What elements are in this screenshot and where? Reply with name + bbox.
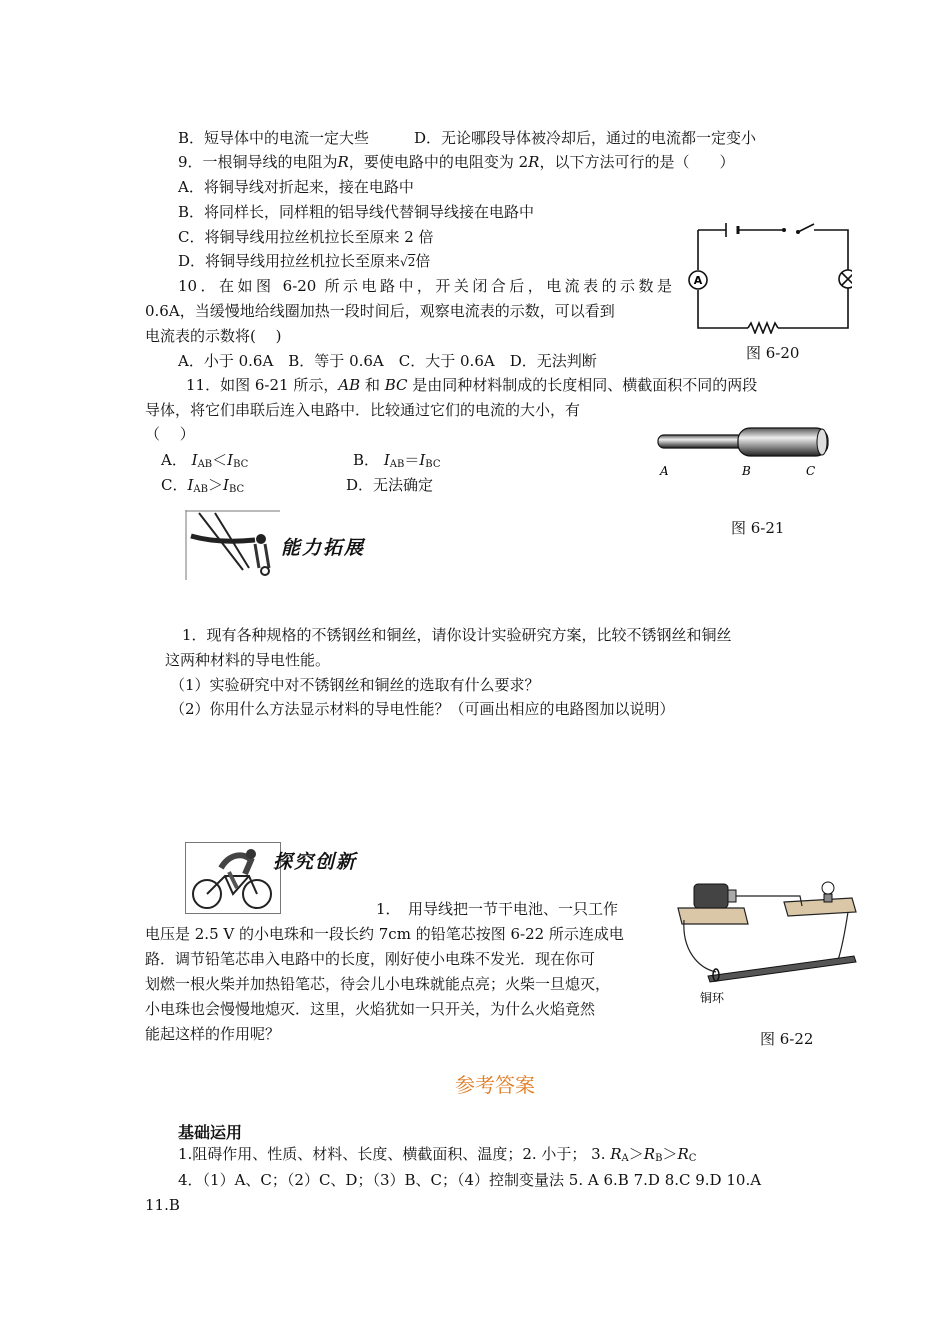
q11-option-c: C．$I_{AB}>I_{BC}$ xyxy=(161,476,245,495)
ammeter-label: A xyxy=(693,274,703,287)
answer-line-1: 1.阻碍作用、性质、材料、长度、横截面积、温度；2. 小于； 3. $R_A>R_B>R_C$ xyxy=(178,1145,697,1164)
q11-line-2: 导体，将它们串联后连入电路中．比较通过它们的电流的大小，有 xyxy=(145,401,581,419)
circuit-figure-6-20 xyxy=(686,218,852,334)
q9-option-a: A．将铜导线对折起来，接在电路中 xyxy=(178,178,414,196)
q10-options: A．小于 0.6A B．等于 0.6A C．大于 0.6A D．无法判断 xyxy=(178,352,597,370)
q8-option-b: B．短导体中的电流一定大些 xyxy=(178,129,370,147)
explore-line-2: 电压是 2.5 V 的小电珠和一段长约 7cm 的铅笔芯按图 6-22 所示连成电 xyxy=(145,925,624,943)
q10-line-1: 10．在如图 6-20 所示电路中，开关闭合后，电流表的示数是 xyxy=(178,277,672,295)
label-c: C xyxy=(806,464,816,478)
q8-option-d: D．无论哪段导体被冷却后，通过的电流都一定变小 xyxy=(414,129,757,147)
explore-line-1: 1． 用导线把一节干电池、一只工作 xyxy=(376,900,619,918)
pencil-lead xyxy=(708,956,856,982)
explore-line-3: 路．调节铅笔芯串入电路中的长度，刚好使小电珠不发光．现在你可 xyxy=(145,950,596,968)
answer-line-3: 11.B xyxy=(145,1196,180,1214)
q11-stem: 11．如图 6-21 所示，AB 和 BC 是由同种材料制成的长度相同、横截面积不同的两段 xyxy=(186,376,758,394)
q11-option-a: A． $I_{AB}<I_{BC}$ xyxy=(161,451,249,470)
basic-heading: 基础运用 xyxy=(178,1123,243,1142)
figure-6-21-caption: 图 6-21 xyxy=(731,519,785,537)
q10-line-3: 电流表的示数将( ) xyxy=(145,327,282,345)
explore-line-6: 能起这样的作用呢？ xyxy=(145,1025,281,1043)
label-a: A xyxy=(660,464,669,478)
explore-section-title: 探究创新 xyxy=(273,851,358,873)
ability-q1-sub-2: （2）你用什么方法显示材料的导电性能？（可画出相应的电路图加以说明） xyxy=(170,700,675,718)
sqrt-symbol: √2 xyxy=(400,255,416,269)
ability-q1-sub-1: （1）实验研究中对不锈钢丝和铜丝的选取有什么要求？ xyxy=(170,676,540,694)
pencil-lead-circuit-figure-6-22 xyxy=(672,868,862,1006)
battery-base xyxy=(678,908,748,924)
cyclist-banner-image xyxy=(185,842,281,914)
explore-line-4: 划燃一根火柴并加热铅笔芯，待会儿小电珠就能点亮；火柴一旦熄灭， xyxy=(145,975,611,993)
gymnast-banner-image xyxy=(185,510,281,580)
answer-line-2: 4．（1）A、C；（2）C、D；（3）B、C；（4）控制变量法 5. A 6.B 7.D 8.C 9.D 10.A xyxy=(178,1171,762,1189)
thin-conductor-ab xyxy=(658,435,744,448)
q9-option-c: C．将铜导线用拉丝机拉长至原来 2 倍 xyxy=(178,228,434,246)
figure-6-20-caption: 图 6-20 xyxy=(746,344,800,362)
q10-line-2: 0.6A，当缓慢地给线圈加热一段时间后，观察电流表的示数，可以看到 xyxy=(145,302,615,320)
ability-section-title: 能力拓展 xyxy=(281,537,366,559)
conductor-figure-6-21 xyxy=(652,424,837,480)
thick-conductor-bc xyxy=(738,428,828,456)
battery-icon xyxy=(694,884,728,908)
bulb-icon xyxy=(822,882,834,894)
answers-title: 参考答案 xyxy=(455,1073,535,1097)
q11-option-d: D．无法确定 xyxy=(346,476,434,494)
copper-ring-label: 铜环 xyxy=(700,991,725,1005)
explore-line-5: 小电珠也会慢慢地熄灭．这里，火焰犹如一只开关，为什么火焰竟然 xyxy=(145,1000,596,1018)
q9-stem: 9．一根铜导线的电阻为R，要使电路中的电阻变为 2R，以下方法可行的是（ ） xyxy=(178,153,735,171)
q9-option-b: B．将同样长，同样粗的铝导线代替铜导线接在电路中 xyxy=(178,203,535,221)
lamp-icon xyxy=(839,270,852,288)
q11-option-b: B． $I_{AB}=I_{BC}$ xyxy=(353,451,441,470)
label-b: B xyxy=(742,464,751,478)
q11-line-3: （ ） xyxy=(145,425,195,443)
ability-q1-line-1: 1．现有各种规格的不锈钢丝和铜丝，请你设计实验研究方案，比较不锈钢丝和铜丝 xyxy=(182,626,732,644)
bulb-base xyxy=(784,898,856,916)
q9-option-d: D．将铜导线用拉丝机拉长至原来√2倍 xyxy=(178,252,431,270)
ability-q1-line-2: 这两种材料的导电性能。 xyxy=(165,651,331,669)
figure-6-22-caption: 图 6-22 xyxy=(760,1030,814,1048)
